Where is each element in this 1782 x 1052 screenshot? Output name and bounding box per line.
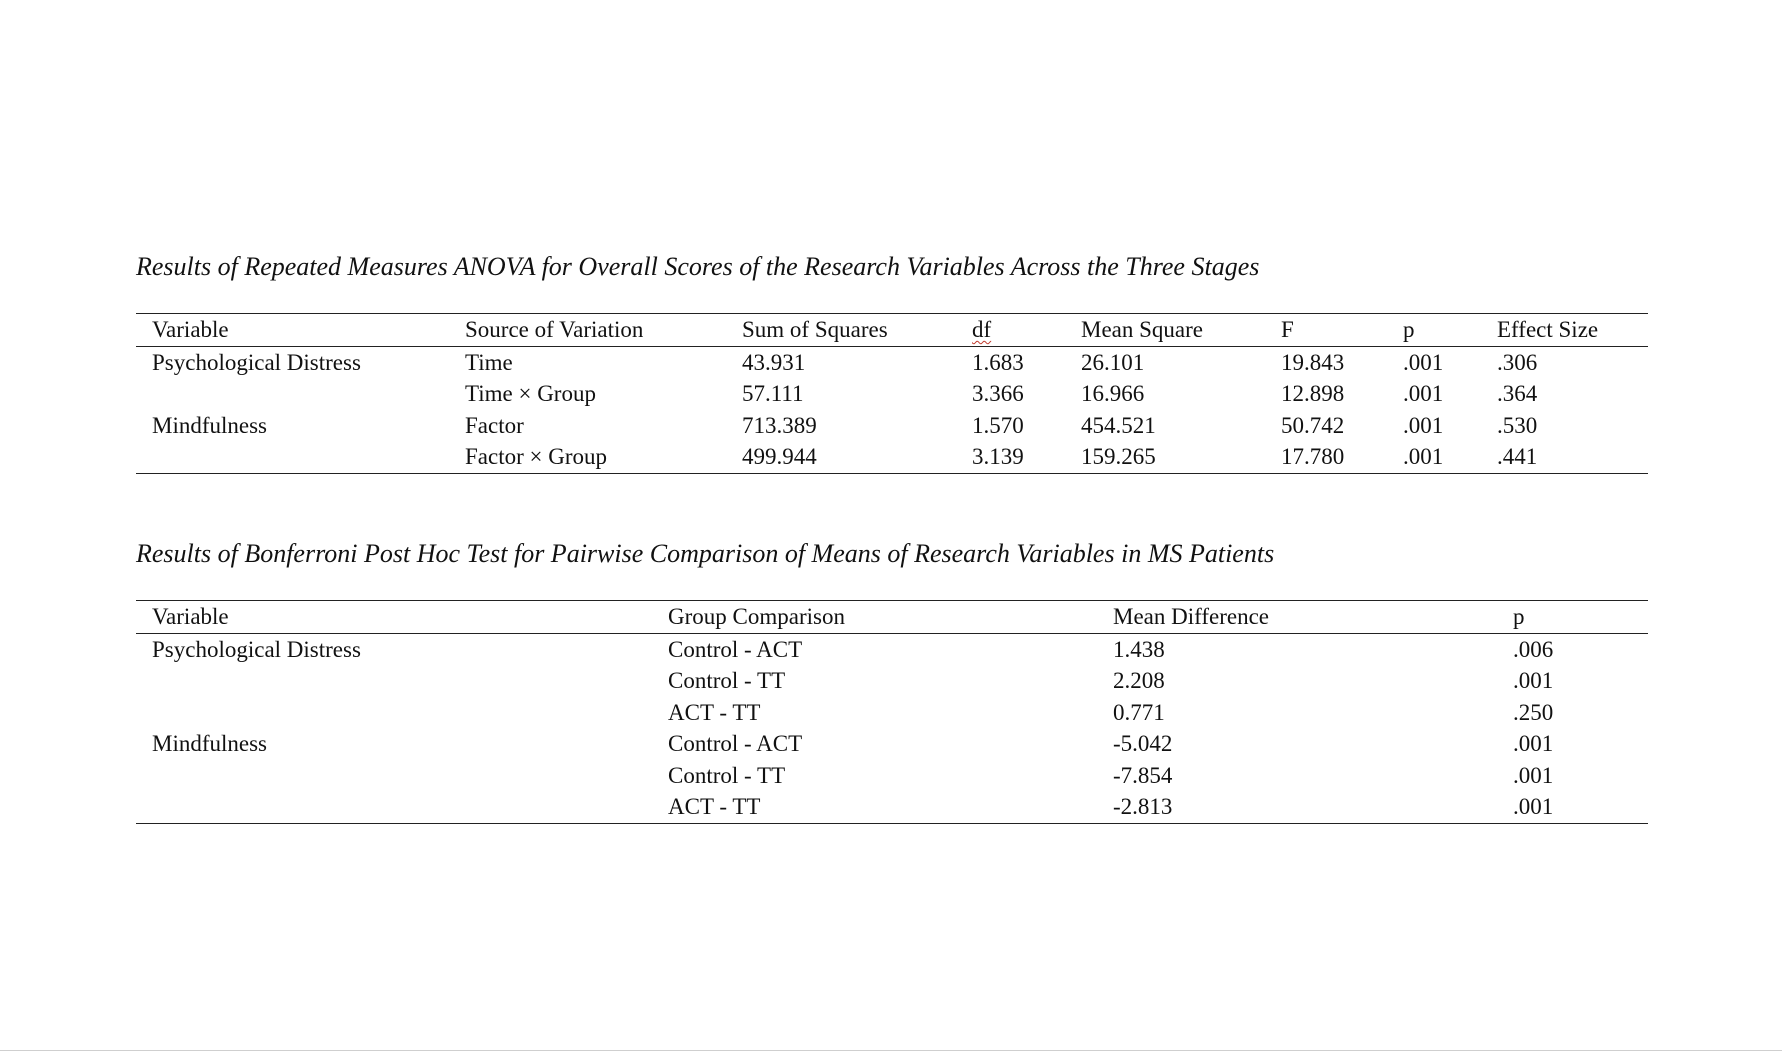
cell-f: 12.898 [1281, 381, 1345, 407]
col-header-df [956, 314, 1065, 347]
cell-variable: Mindfulness [152, 731, 267, 757]
cell-effect-size: .530 [1497, 412, 1538, 438]
cell-mean-square: 454.521 [1081, 412, 1156, 438]
cell-variable [136, 442, 449, 474]
cell-mean-difference: 1.438 [1113, 636, 1165, 662]
col-header-mean-square: Mean Square [1065, 314, 1265, 347]
col-header-variable: Variable [136, 314, 449, 347]
cell-group-comparison: Control - TT [668, 668, 786, 694]
table-row [136, 760, 1648, 792]
cell-f: 17.780 [1265, 442, 1387, 474]
cell-source: Factor × Group [449, 442, 726, 474]
cell-df: 3.366 [972, 381, 1024, 407]
cell-df: 1.570 [972, 412, 1024, 438]
cell-mean-square: 159.265 [1065, 442, 1265, 474]
col-header-mean-difference: Mean Difference [1097, 601, 1497, 634]
table-row [136, 666, 1648, 698]
cell-variable [136, 666, 652, 698]
cell-effect-size: .306 [1497, 349, 1538, 375]
cell-source: Time × Group [465, 381, 596, 407]
cell-sum-of-squares: 43.931 [742, 349, 806, 375]
cell-p: .250 [1513, 699, 1554, 725]
cell-p: .006 [1513, 636, 1554, 662]
cell-df: 3.139 [956, 442, 1065, 474]
cell-mean-difference: -5.042 [1113, 731, 1173, 757]
cell-p: .001 [1387, 442, 1481, 474]
cell-source: Factor [465, 412, 524, 438]
cell-variable [136, 792, 652, 824]
cell-variable: Mindfulness [152, 412, 267, 438]
cell-group-comparison: ACT - TT [668, 699, 761, 725]
col-header-variable: Variable [136, 601, 652, 634]
table-row [136, 442, 1648, 474]
anova-table [136, 313, 1648, 474]
cell-df: 1.683 [972, 349, 1024, 375]
cell-f: 50.742 [1281, 412, 1345, 438]
cell-mean-difference: -7.854 [1113, 762, 1173, 788]
cell-p: .001 [1403, 349, 1444, 375]
table-row [136, 697, 1648, 729]
col-header-p: p [1497, 601, 1648, 634]
col-header-f: F [1265, 314, 1387, 347]
cell-variable: Psychological Distress [152, 636, 361, 662]
posthoc-table [136, 600, 1648, 824]
cell-p: .001 [1513, 668, 1554, 694]
table-row [136, 379, 1648, 411]
cell-variable [136, 760, 652, 792]
cell-p: .001 [1403, 412, 1444, 438]
cell-mean-square: 16.966 [1081, 381, 1145, 407]
cell-p: .001 [1513, 762, 1554, 788]
table1-caption: Results of Repeated Measures ANOVA for Overall Scores of the Research Variables Across the Three Stages [136, 252, 1260, 281]
table-row [136, 410, 1648, 442]
cell-variable [136, 379, 449, 411]
table-row [136, 729, 1648, 761]
cell-variable: Psychological Distress [152, 349, 361, 375]
col-header-p: p [1387, 314, 1481, 347]
cell-source: Time [465, 349, 513, 375]
cell-effect-size: .441 [1481, 442, 1648, 474]
page-edge-divider [0, 1050, 1782, 1051]
col-header-source: Source of Variation [449, 314, 726, 347]
cell-group-comparison: Control - ACT [668, 731, 803, 757]
cell-variable [136, 697, 652, 729]
table-row [136, 792, 1648, 824]
col-header-group-comparison: Group Comparison [652, 601, 1097, 634]
table-row [136, 347, 1648, 379]
cell-p: .001 [1403, 381, 1444, 407]
cell-mean-difference: 2.208 [1113, 668, 1165, 694]
cell-p: .001 [1497, 792, 1648, 824]
cell-mean-difference: -2.813 [1097, 792, 1497, 824]
col-header-effect-size: Effect Size [1481, 314, 1648, 347]
df-label: df [972, 317, 992, 342]
cell-p: .001 [1513, 731, 1554, 757]
cell-mean-square: 26.101 [1081, 349, 1145, 375]
table2-caption: Results of Bonferroni Post Hoc Test for Pairwise Comparison of Means of Research Variables in MS Patients [136, 539, 1275, 568]
table-header-row [136, 601, 1648, 634]
col-header-sum-of-squares: Sum of Squares [726, 314, 956, 347]
table-header-row [136, 314, 1648, 347]
table-row [136, 634, 1648, 666]
cell-sum-of-squares: 499.944 [726, 442, 956, 474]
cell-mean-difference: 0.771 [1113, 699, 1165, 725]
cell-sum-of-squares: 57.111 [742, 381, 804, 407]
cell-group-comparison: Control - TT [668, 762, 786, 788]
cell-effect-size: .364 [1497, 381, 1538, 407]
cell-sum-of-squares: 713.389 [742, 412, 817, 438]
cell-group-comparison: Control - ACT [668, 636, 803, 662]
cell-group-comparison: ACT - TT [652, 792, 1097, 824]
cell-f: 19.843 [1281, 349, 1345, 375]
